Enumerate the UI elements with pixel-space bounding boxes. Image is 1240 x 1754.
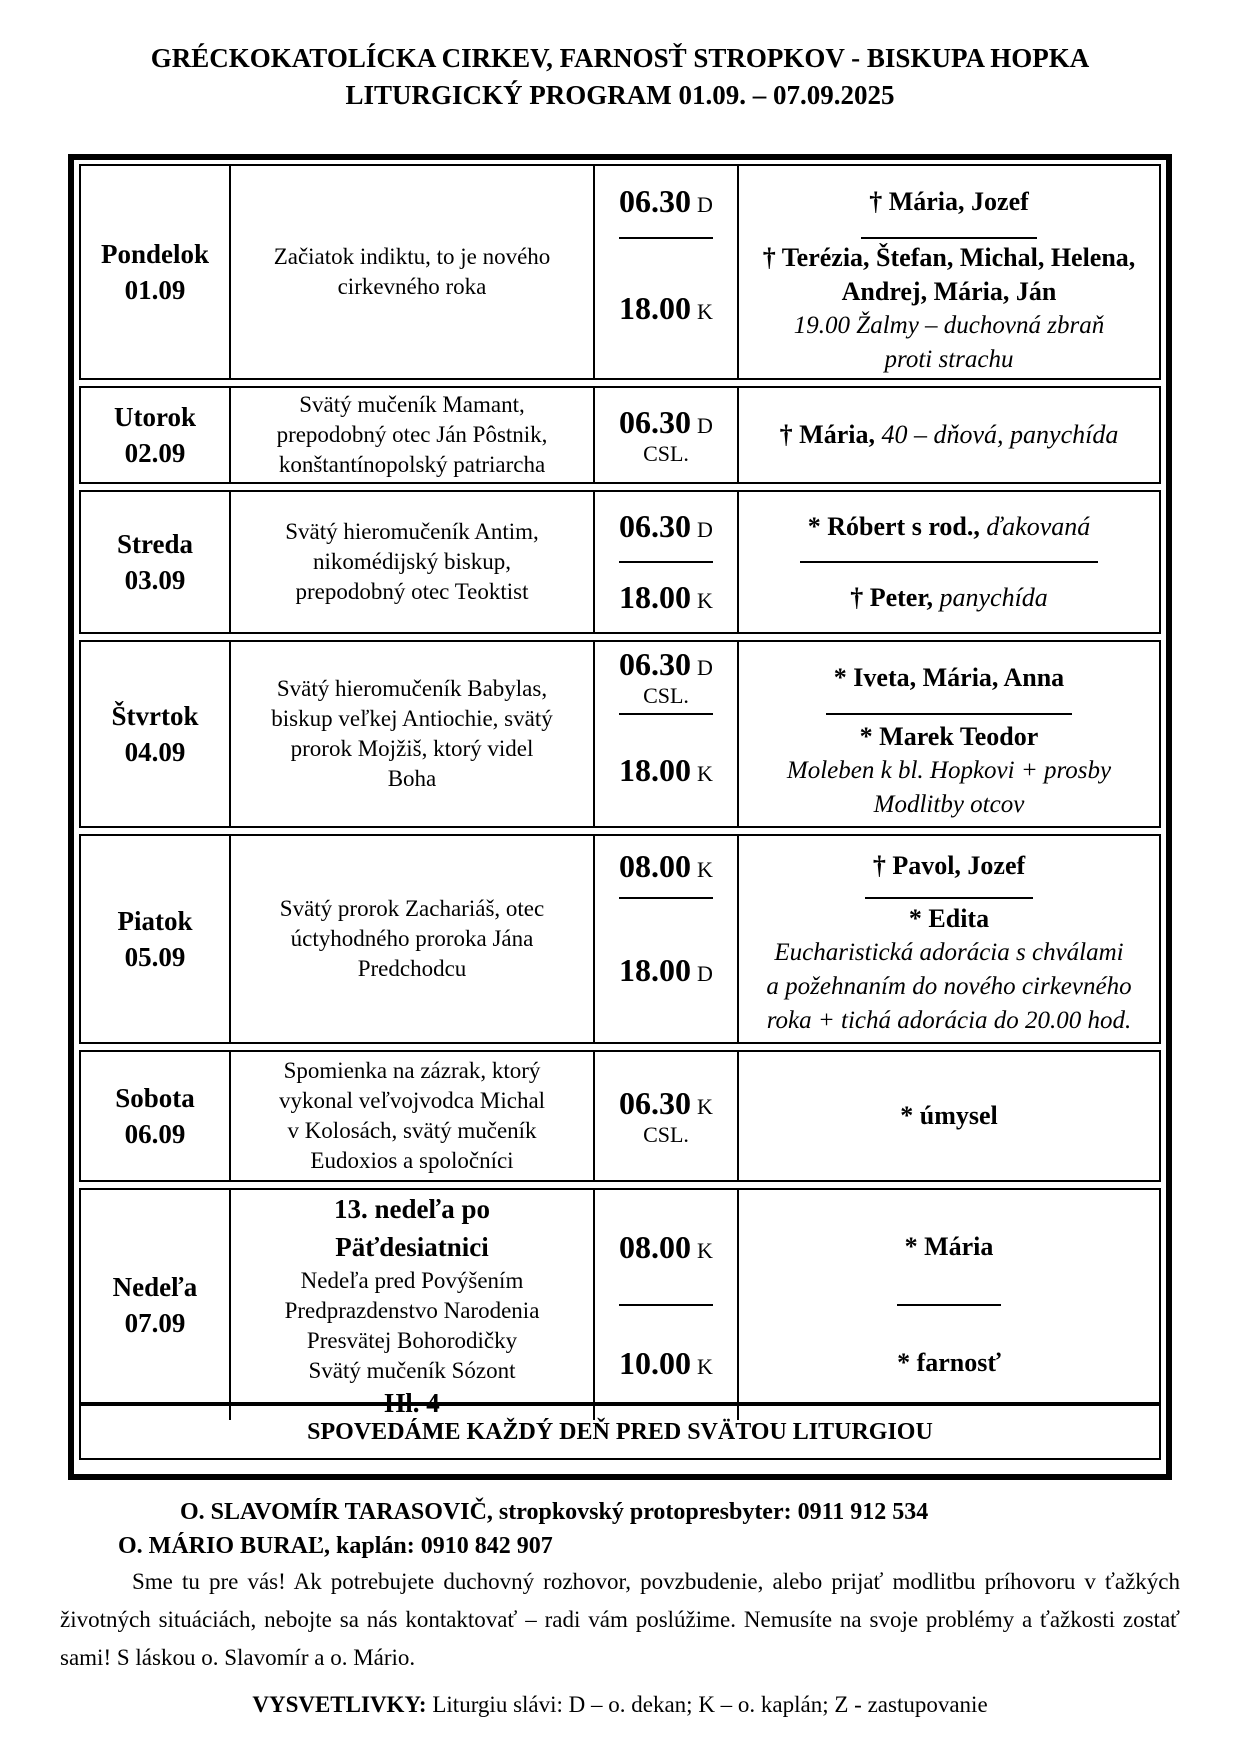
legend-text: Liturgiu slávi: D – o. dekan; K – o. kaplán; Z - zastupovanie [426, 1692, 988, 1717]
intention-names: † Pavol, Jozef [872, 851, 1026, 881]
intention-type: ďakovaná [979, 511, 1091, 541]
intention-slot [889, 1306, 1009, 1420]
contact-dean: O. SLAVOMÍR TARASOVIČ, stropkovský protopresbyter: 0911 912 534 [180, 1499, 929, 1525]
intention [800, 510, 1099, 544]
liturgy-time: 10.00 [619, 1344, 692, 1381]
intention-note: proti strachu [884, 345, 1014, 373]
feast-cell [231, 492, 595, 632]
time-line [619, 752, 713, 789]
day-name: Štvrtok [111, 701, 199, 731]
intention-note: Moleben k bl. Hopkovi + prosby [786, 756, 1112, 784]
day-cell [81, 1190, 231, 1420]
liturgy-time: 06.30 [619, 183, 692, 220]
day-name: Piatok [117, 906, 193, 936]
intention-note: Modlitby otcov [873, 790, 1025, 818]
pastoral-message: Sme tu pre vás! Ak potrebujete duchovný rozhovor, povzbudenie, alebo prijať modlitbu príhovoru v ťažkých životných situáciách, nebojte sa nás kontaktovať – radi vám poslúžime. Nemusíte na svoje problémy a ťažkosti zostať sami! S láskou o. Slavomír a o. Mário. [60, 1569, 1180, 1670]
intention-names: † Mária, [779, 420, 875, 449]
celebrant-code: K [697, 299, 713, 325]
day-date: 03.09 [124, 565, 186, 595]
time-cell [595, 492, 739, 632]
language-tag: CSL. [643, 440, 689, 466]
day-date: 07.09 [124, 1308, 186, 1338]
time-line [619, 848, 713, 885]
page-header [0, 40, 1240, 114]
intention [861, 185, 1037, 219]
confession-row: SPOVEDÁME KAŽDÝ DEŇ PRED SVÄTOU LITURGIOU [79, 1404, 1161, 1460]
time-slot [619, 492, 713, 563]
time-slot [619, 899, 713, 1042]
time-slot [619, 166, 713, 239]
day-row [79, 1050, 1161, 1182]
celebrant-code: D [697, 960, 713, 986]
feast-line: Predchodcu [357, 956, 467, 981]
intention-names: * Edita [908, 904, 990, 934]
feast-line: Eudoxios a spoločníci [310, 1148, 514, 1173]
liturgy-time: 18.00 [619, 752, 692, 789]
feast-line: biskup veľkej Antiochie, svätý [271, 706, 553, 731]
feast-tone: Hl. 4 [384, 1388, 440, 1418]
intention [892, 1099, 1006, 1133]
intention-slot [760, 899, 1137, 1042]
day-row [79, 386, 1161, 484]
intention-cell [739, 642, 1159, 826]
intention-cell [739, 1190, 1159, 1420]
time-slot [619, 563, 713, 632]
time-slot [619, 1306, 713, 1420]
contact-chaplain: O. MÁRIO BURAĽ, kaplán: 0910 842 907 [118, 1533, 553, 1559]
legend-label: VYSVETLIVKY: [252, 1692, 427, 1717]
time-line [619, 183, 713, 220]
intention-cell [739, 388, 1159, 482]
intention [897, 1230, 1002, 1264]
day-cell [81, 492, 231, 632]
feast-line: Svätý mučeník Mamant, [299, 392, 525, 417]
feast-line: v Kolosách, svätý mučeník [287, 1118, 537, 1143]
celebrant-code: K [697, 1353, 713, 1379]
intention-note: a požehnaním do nového cirkevného [766, 973, 1132, 1001]
celebrant-code: K [697, 1237, 713, 1263]
day-row [79, 490, 1161, 634]
intention-slot [865, 836, 1033, 899]
feast-line: prepodobný otec Teoktist [295, 579, 529, 604]
intention-slot [861, 166, 1037, 239]
feast-line: Boha [387, 766, 437, 791]
day-date: 01.09 [124, 275, 186, 305]
day-cell [81, 388, 231, 482]
celebrant-code: D [697, 517, 713, 542]
intention-slot [892, 1052, 1006, 1180]
time-line [619, 1085, 713, 1122]
time-slot [619, 715, 713, 826]
feast-line: Presvätej Bohorodičky [306, 1328, 518, 1353]
liturgical-schedule-table [68, 154, 1172, 1480]
time-cell [595, 1190, 739, 1420]
intention-slot [897, 1190, 1002, 1306]
time-cell [595, 1052, 739, 1180]
feast-cell [231, 1190, 595, 1420]
intention-slot [781, 715, 1117, 826]
intention [842, 581, 1056, 615]
intention-note: Eucharistická adorácia s chválami [774, 939, 1124, 967]
time-line [619, 952, 713, 989]
language-tag: CSL. [643, 1121, 689, 1147]
intention-type: 40 – dňová, panychída [874, 420, 1119, 449]
time-line [619, 508, 713, 545]
feast-line: cirkevného roka [337, 274, 487, 299]
intention-cell [739, 166, 1159, 378]
intention [889, 1346, 1009, 1380]
feast-line: nikomédijský biskup, [312, 549, 512, 574]
intention-cell [739, 1052, 1159, 1180]
time-line [619, 290, 713, 327]
intention-names: * Iveta, Mária, Anna [833, 662, 1065, 692]
intention-names: † Peter, [850, 582, 933, 612]
liturgy-time: 18.00 [619, 579, 692, 615]
feast-cell [231, 642, 595, 826]
time-cell [595, 836, 739, 1042]
day-row [79, 164, 1161, 380]
feast-line: Nedeľa pred Povýšením [300, 1268, 524, 1293]
feast-line: Svätý hieromučeník Antim, [285, 519, 539, 544]
liturgy-time: 08.00 [619, 847, 692, 884]
feast-line: Svätý prorok Zachariáš, otec [279, 896, 545, 921]
celebrant-code: K [697, 588, 713, 613]
time-line [619, 646, 713, 683]
day-cell [81, 642, 231, 826]
feast-line: Spomienka na zázrak, ktorý [283, 1058, 541, 1083]
intention-slot [800, 492, 1099, 563]
intention-names: * Róbert s rod., [807, 511, 980, 541]
language-tag: CSL. [643, 683, 689, 709]
feast-line: konštantínopolský patriarcha [278, 452, 546, 477]
feast-line: úctyhodného proroka Jána [290, 926, 534, 951]
liturgy-time: 06.30 [619, 1084, 692, 1121]
intention-type: panychída [932, 582, 1048, 612]
program-title: LITURGICKÝ PROGRAM 01.09. – 07.09.2025 [345, 80, 895, 110]
intention-slot [739, 239, 1159, 378]
day-name: Sobota [115, 1083, 195, 1113]
feast-title-line: 13. nedeľa po [334, 1194, 490, 1224]
day-name: Utorok [113, 402, 196, 432]
time-line [619, 404, 713, 441]
liturgy-time: 18.00 [619, 290, 692, 327]
liturgy-time: 06.30 [619, 646, 692, 683]
feast-line: Svätý hieromučeník Babylas, [276, 676, 548, 701]
day-date: 06.09 [124, 1119, 186, 1149]
day-name: Streda [116, 529, 193, 559]
intention [901, 902, 997, 936]
time-line [619, 579, 713, 616]
time-slot [619, 1052, 713, 1180]
legend [0, 1688, 1240, 1722]
time-slot [619, 642, 713, 715]
intention-slot [772, 388, 1127, 482]
intention [865, 849, 1033, 883]
time-cell [595, 388, 739, 482]
celebrant-code: K [697, 761, 713, 787]
church-title: GRÉCKOKATOLÍCKA CIRKEV, FARNOSŤ STROPKOV - BISKUPA HOPKA [150, 43, 1090, 73]
intention-names: † Terézia, Štefan, Michal, Helena, Andrej, Mária, Ján [762, 242, 1136, 306]
feast-line: prorok Mojžiš, ktorý videl [290, 736, 534, 761]
celebrant-code: K [697, 856, 713, 882]
intention [772, 418, 1127, 452]
feast-cell [231, 836, 595, 1042]
day-row [79, 640, 1161, 828]
intention-names: * Mária [904, 1232, 994, 1261]
intention-slot [826, 642, 1072, 715]
liturgy-time: 06.30 [619, 403, 692, 440]
feast-line: Začiatok indiktu, to je nového [273, 244, 551, 269]
intention-note: roka + tichá adorácia do 20.00 hod. [766, 1007, 1132, 1035]
intention-names: * farnosť [897, 1348, 1001, 1377]
day-row [79, 834, 1161, 1044]
time-cell [595, 166, 739, 378]
time-slot [619, 836, 713, 899]
time-slot [619, 239, 713, 378]
intention-slot [842, 563, 1056, 632]
feast-cell [231, 1052, 595, 1180]
feast-cell [231, 166, 595, 378]
intention-cell [739, 836, 1159, 1042]
celebrant-code: D [697, 412, 713, 438]
celebrant-code: D [697, 655, 713, 681]
intention-names: * Marek Teodor [859, 721, 1039, 751]
day-cell [81, 1052, 231, 1180]
day-name: Pondelok [100, 239, 210, 269]
feast-title-line: Päťdesiatnici [335, 1232, 489, 1262]
day-date: 02.09 [124, 438, 186, 468]
intention-names: † Mária, Jozef [869, 186, 1029, 216]
intention-cell [739, 492, 1159, 632]
intention [739, 241, 1159, 309]
feast-line: prepodobný otec Ján Pôstnik, [276, 422, 548, 447]
day-row [79, 1188, 1161, 1418]
celebrant-code: K [697, 1093, 713, 1119]
day-cell [81, 166, 231, 378]
intention [826, 661, 1072, 695]
day-cell [81, 836, 231, 1042]
liturgy-time: 06.30 [619, 508, 692, 544]
day-date: 05.09 [124, 942, 186, 972]
feast-line: Svätý mučeník Sózont [308, 1358, 516, 1383]
feast-line: vykonal veľvojvodca Michal [278, 1088, 546, 1113]
liturgy-time: 18.00 [619, 951, 692, 988]
time-slot [619, 1190, 713, 1306]
time-cell [595, 642, 739, 826]
intention [852, 720, 1047, 754]
intention-note: 19.00 Žalmy – duchovná zbraň [793, 311, 1105, 339]
intention-names: * úmysel [900, 1101, 998, 1130]
time-line [619, 1229, 713, 1266]
liturgy-time: 08.00 [619, 1228, 692, 1265]
time-slot [619, 388, 713, 482]
celebrant-code: D [697, 192, 713, 218]
day-date: 04.09 [124, 737, 186, 767]
feast-line: Predprazdenstvo Narodenia [284, 1298, 540, 1323]
feast-cell [231, 388, 595, 482]
time-line [619, 1345, 713, 1382]
day-name: Nedeľa [112, 1272, 198, 1302]
